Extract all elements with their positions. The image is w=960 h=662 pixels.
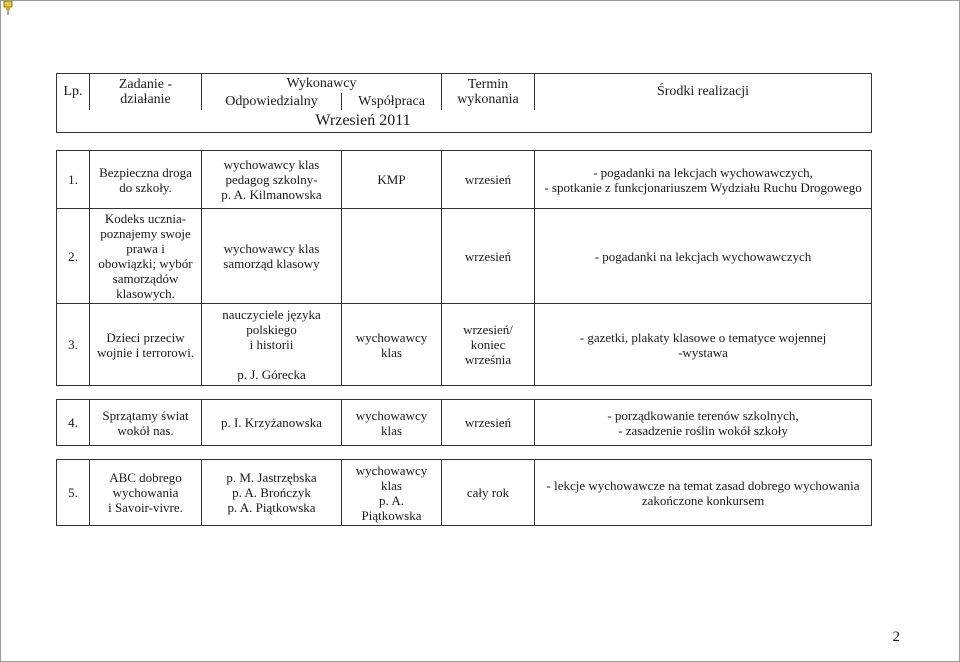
row-odpowiedzialny: p. I. Krzyżanowska	[202, 400, 342, 446]
row-odpowiedzialny: nauczyciele języka polskiego i historii p. J. Górecka	[202, 304, 342, 386]
header-wykonawcy: Wykonawcy	[202, 74, 442, 93]
row-zadanie: Dzieci przeciw wojnie i terrorowi.	[90, 304, 202, 386]
row-zadanie: Kodeks ucznia- poznajemy swoje prawa i obowiązki; wybór samorządów klasowych.	[90, 209, 202, 304]
table-row	[57, 151, 872, 209]
row-lp: 2.	[57, 209, 90, 304]
row-termin: cały rok	[442, 460, 535, 526]
header-srodki: Środki realizacji	[535, 74, 872, 110]
row-srodki: - pogadanki na lekcjach wychowawczych, - spotkanie z funkcjonariuszem Wydziału Ruchu Drogowego	[535, 151, 872, 209]
row-termin: wrzesień	[442, 151, 535, 209]
header-wspolpraca: Współpraca	[342, 93, 442, 110]
row-lp: 3.	[57, 304, 90, 386]
table-row	[57, 304, 872, 386]
plan-table	[56, 73, 872, 526]
row-zadanie: ABC dobrego wychowania i Savoir-vivre.	[90, 460, 202, 526]
row-lp: 4.	[57, 400, 90, 446]
row-termin: wrzesień	[442, 400, 535, 446]
row-zadanie: Bezpieczna droga do szkoły.	[90, 151, 202, 209]
row-odpowiedzialny: wychowawcy klas pedagog szkolny- p. A. Kilmanowska	[202, 151, 342, 209]
month-title: Wrzesień 2011	[202, 110, 535, 133]
row-wspolpraca: wychowawcy klas	[342, 304, 442, 386]
header-zadanie: Zadanie - działanie	[90, 74, 202, 110]
header-termin: Termin wykonania	[442, 74, 535, 110]
row-zadanie: Sprzątamy świat wokół nas.	[90, 400, 202, 446]
row-srodki: - pogadanki na lekcjach wychowawczych	[535, 209, 872, 304]
pushpin-icon	[2, 1, 14, 15]
row-srodki: - lekcje wychowawcze na temat zasad dobrego wychowania zakończone konkursem	[535, 460, 872, 526]
row-wspolpraca: wychowawcy klas	[342, 400, 442, 446]
table-row	[57, 400, 872, 446]
row-lp: 5.	[57, 460, 90, 526]
table-row	[57, 460, 872, 526]
row-termin: wrzesień/ koniec września	[442, 304, 535, 386]
header-lp: Lp.	[57, 74, 90, 110]
row-srodki: - porządkowanie terenów szkolnych, - zasadzenie roślin wokół szkoły	[535, 400, 872, 446]
row-wspolpraca: KMP	[342, 151, 442, 209]
row-termin: wrzesień	[442, 209, 535, 304]
row-srodki: - gazetki, plakaty klasowe o tematyce wojennej -wystawa	[535, 304, 872, 386]
row-wspolpraca	[342, 209, 442, 304]
row-wspolpraca: wychowawcy klas p. A. Piątkowska	[342, 460, 442, 526]
row-odpowiedzialny: p. M. Jastrzębska p. A. Brończyk p. A. Piątkowska	[202, 460, 342, 526]
header-odpowiedzialny: Odpowiedzialny	[202, 93, 342, 110]
row-lp: 1.	[57, 151, 90, 209]
page-number: 2	[892, 629, 900, 645]
row-odpowiedzialny: wychowawcy klas samorząd klasowy	[202, 209, 342, 304]
table-row	[57, 209, 872, 304]
